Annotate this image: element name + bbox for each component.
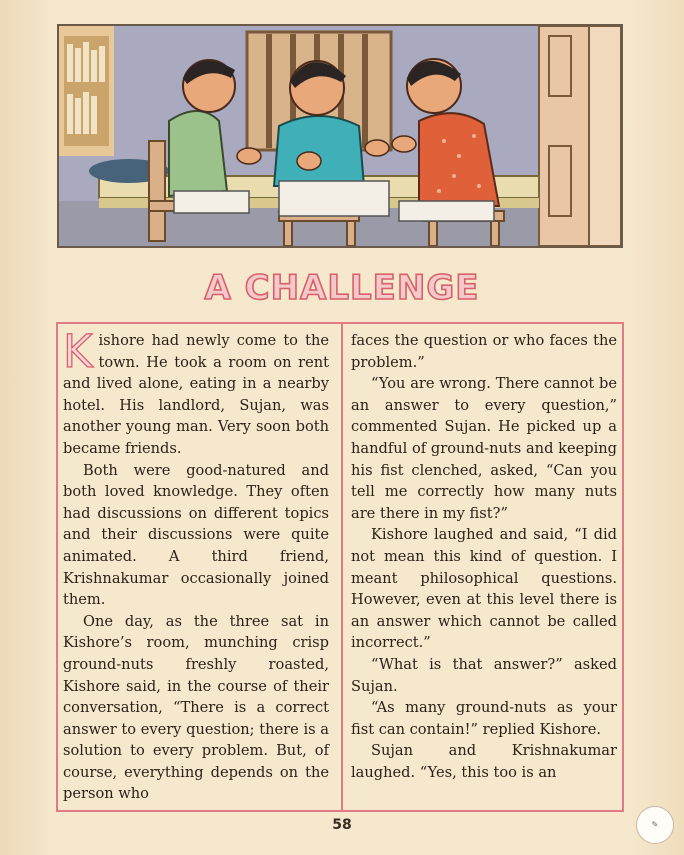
right-column (351, 330, 617, 783)
paragraph-text: ishore had newly come to the town. He took a room on rent and lived alone, eating in a nearby hotel. His landlord, Sujan, was another young man. Very soon both became friends. (63, 332, 329, 457)
illustration-drawing (59, 26, 621, 246)
paragraph: faces the question or who faces the problem.” (351, 332, 617, 371)
story-title: A CHALLENGE (204, 268, 480, 308)
page-number: 58 (332, 817, 352, 833)
scanner-logo-icon: ✎ (636, 806, 674, 844)
paragraph: Both were good-natured and both loved knowledge. They often had discussions on different topics and their discussions were quite animated. A third friend, Krishnakumar occasionally joined them. (63, 461, 329, 609)
paragraph (63, 325, 329, 460)
story-illustration (57, 24, 623, 248)
paragraph: “What is that answer?” asked Sujan. (351, 655, 617, 695)
left-column (63, 325, 329, 805)
paragraph: “As many ground-nuts as your fist can contain!” replied Kishore. (351, 699, 617, 738)
column-divider (341, 322, 343, 812)
paragraph: One day, as the three sat in Kishore’s room, munching crisp ground-nuts freshly roasted, Kishore said, in the course of their conversation, “There is a correct answer to every question; there is a solution to every problem. But, of course, everything depends on the person who (63, 612, 329, 803)
paragraph: Sujan and Krishnakumar laughed. “Yes, this too is an (351, 742, 617, 781)
drop-cap: K (63, 325, 93, 378)
paragraph: “You are wrong. There cannot be an answer to every question,” commented Sujan. He picked up a handful of ground-nuts and keeping his fist clenched, asked, “Can you tell me correctly how many nuts are there in my fist?” (351, 375, 617, 522)
paragraph: Kishore laughed and said, “I did not mean this kind of question. I meant philosophical questions. However, even at this level there is an answer which cannot be called incorrect.” (351, 526, 617, 652)
